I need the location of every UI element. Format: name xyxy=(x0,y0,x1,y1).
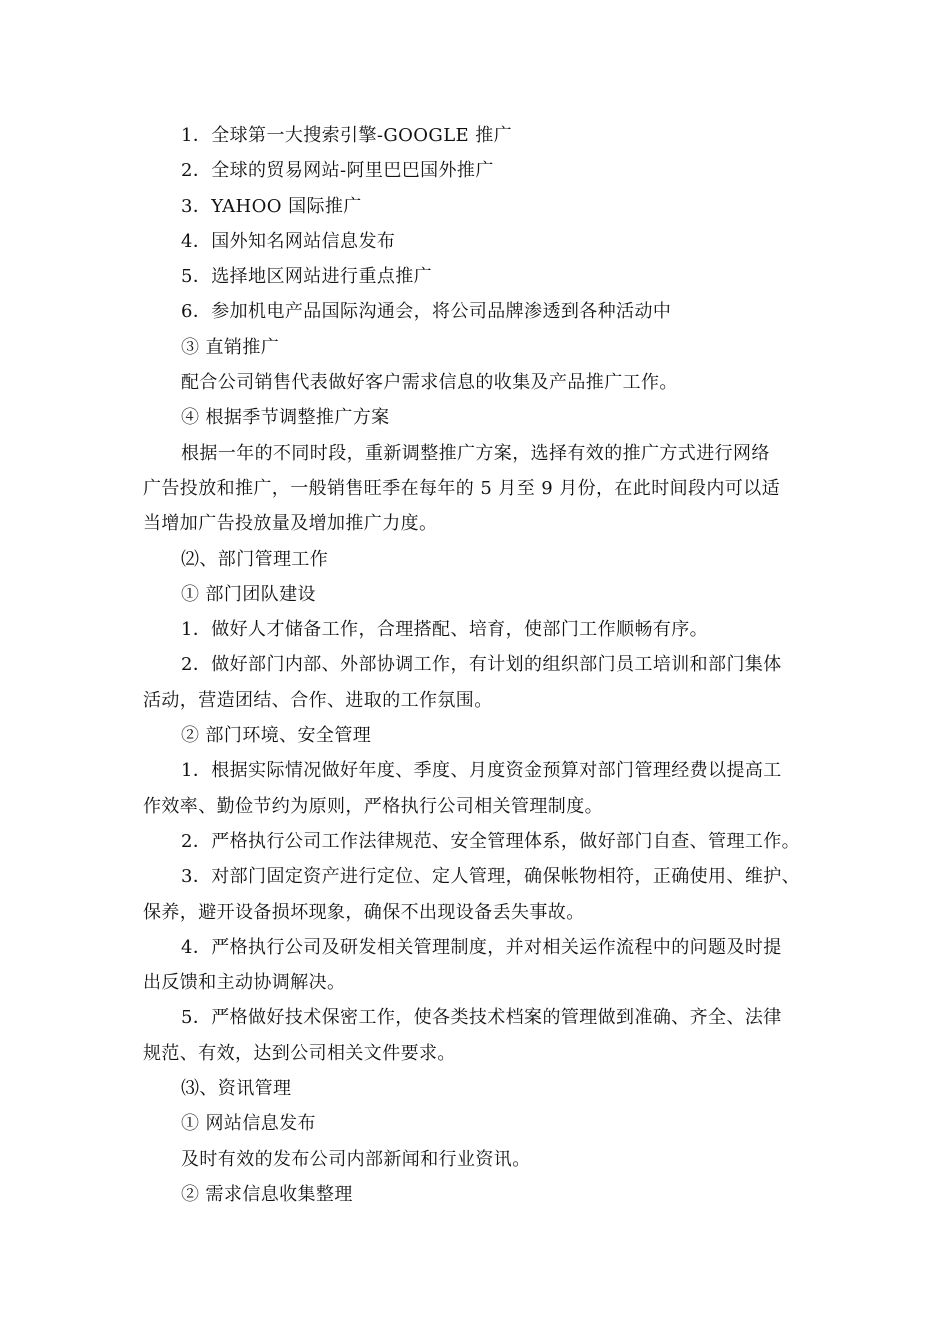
document-line: 活动，营造团结、合作、进取的工作氛围。 xyxy=(143,689,493,711)
document-line: 6．参加机电产品国际沟通会，将公司品牌渗透到各种活动中 xyxy=(181,301,672,323)
document-line: ① 网站信息发布 xyxy=(181,1113,316,1135)
document-line: 4．国外知名网站信息发布 xyxy=(181,230,396,252)
document-line: ② 需求信息收集整理 xyxy=(181,1183,353,1205)
document-line: 出反馈和主动协调解决。 xyxy=(143,972,346,994)
document-line: 3．对部门固定资产进行定位、定人管理，确保帐物相符，正确使用、维护、 xyxy=(181,866,801,888)
document-line: 1．全球第一大搜索引擎-GOOGLE 推广 xyxy=(181,125,513,146)
document-line: ① 部门团队建设 xyxy=(181,583,316,605)
document-line: 当增加广告投放量及增加推广力度。 xyxy=(143,513,438,535)
document-line: ⑶、资讯管理 xyxy=(181,1078,292,1100)
document-body xyxy=(143,118,813,1212)
document-line: 2．严格执行公司工作法律规范、安全管理体系，做好部门自查、管理工作。 xyxy=(181,830,801,852)
document-line: 1．根据实际情况做好年度、季度、月度资金预算对部门管理经费以提高工 xyxy=(181,760,782,782)
document-line: ⑵、部门管理工作 xyxy=(181,548,329,570)
document-line: 及时有效的发布公司内部新闻和行业资讯。 xyxy=(181,1148,531,1170)
document-line: 5．选择地区网站进行重点推广 xyxy=(181,266,433,288)
document-line: ② 部门环境、安全管理 xyxy=(181,725,372,747)
document-line: ③ 直销推广 xyxy=(181,336,280,358)
document-line: 5．严格做好技术保密工作，使各类技术档案的管理做到准确、齐全、法律 xyxy=(181,1007,782,1029)
document-line: 作效率、勤俭节约为原则，严格执行公司相关管理制度。 xyxy=(143,795,603,817)
document-line: 根据一年的不同时段，重新调整推广方案，选择有效的推广方式进行网络 xyxy=(181,442,770,464)
document-line: 4．严格执行公司及研发相关管理制度，并对相关运作流程中的问题及时提 xyxy=(181,936,782,958)
document-line: ④ 根据季节调整推广方案 xyxy=(181,407,390,429)
document-line: 广告投放和推广，一般销售旺季在每年的 5 月至 9 月份，在此时间段内可以适 xyxy=(143,477,780,499)
document-line: 配合公司销售代表做好客户需求信息的收集及产品推广工作。 xyxy=(181,372,678,394)
document-line: 2．做好部门内部、外部协调工作，有计划的组织部门员工培训和部门集体 xyxy=(181,654,782,676)
document-line: 保养，避开设备损坏现象，确保不出现设备丢失事故。 xyxy=(143,901,585,923)
document-line: 1．做好人才储备工作，合理搭配、培育，使部门工作顺畅有序。 xyxy=(181,619,709,641)
document-line: 2．全球的贸易网站-阿里巴巴国外推广 xyxy=(181,160,494,182)
document-line: 规范、有效，达到公司相关文件要求。 xyxy=(143,1042,456,1064)
document-line: 3．YAHOO 国际推广 xyxy=(181,195,362,217)
